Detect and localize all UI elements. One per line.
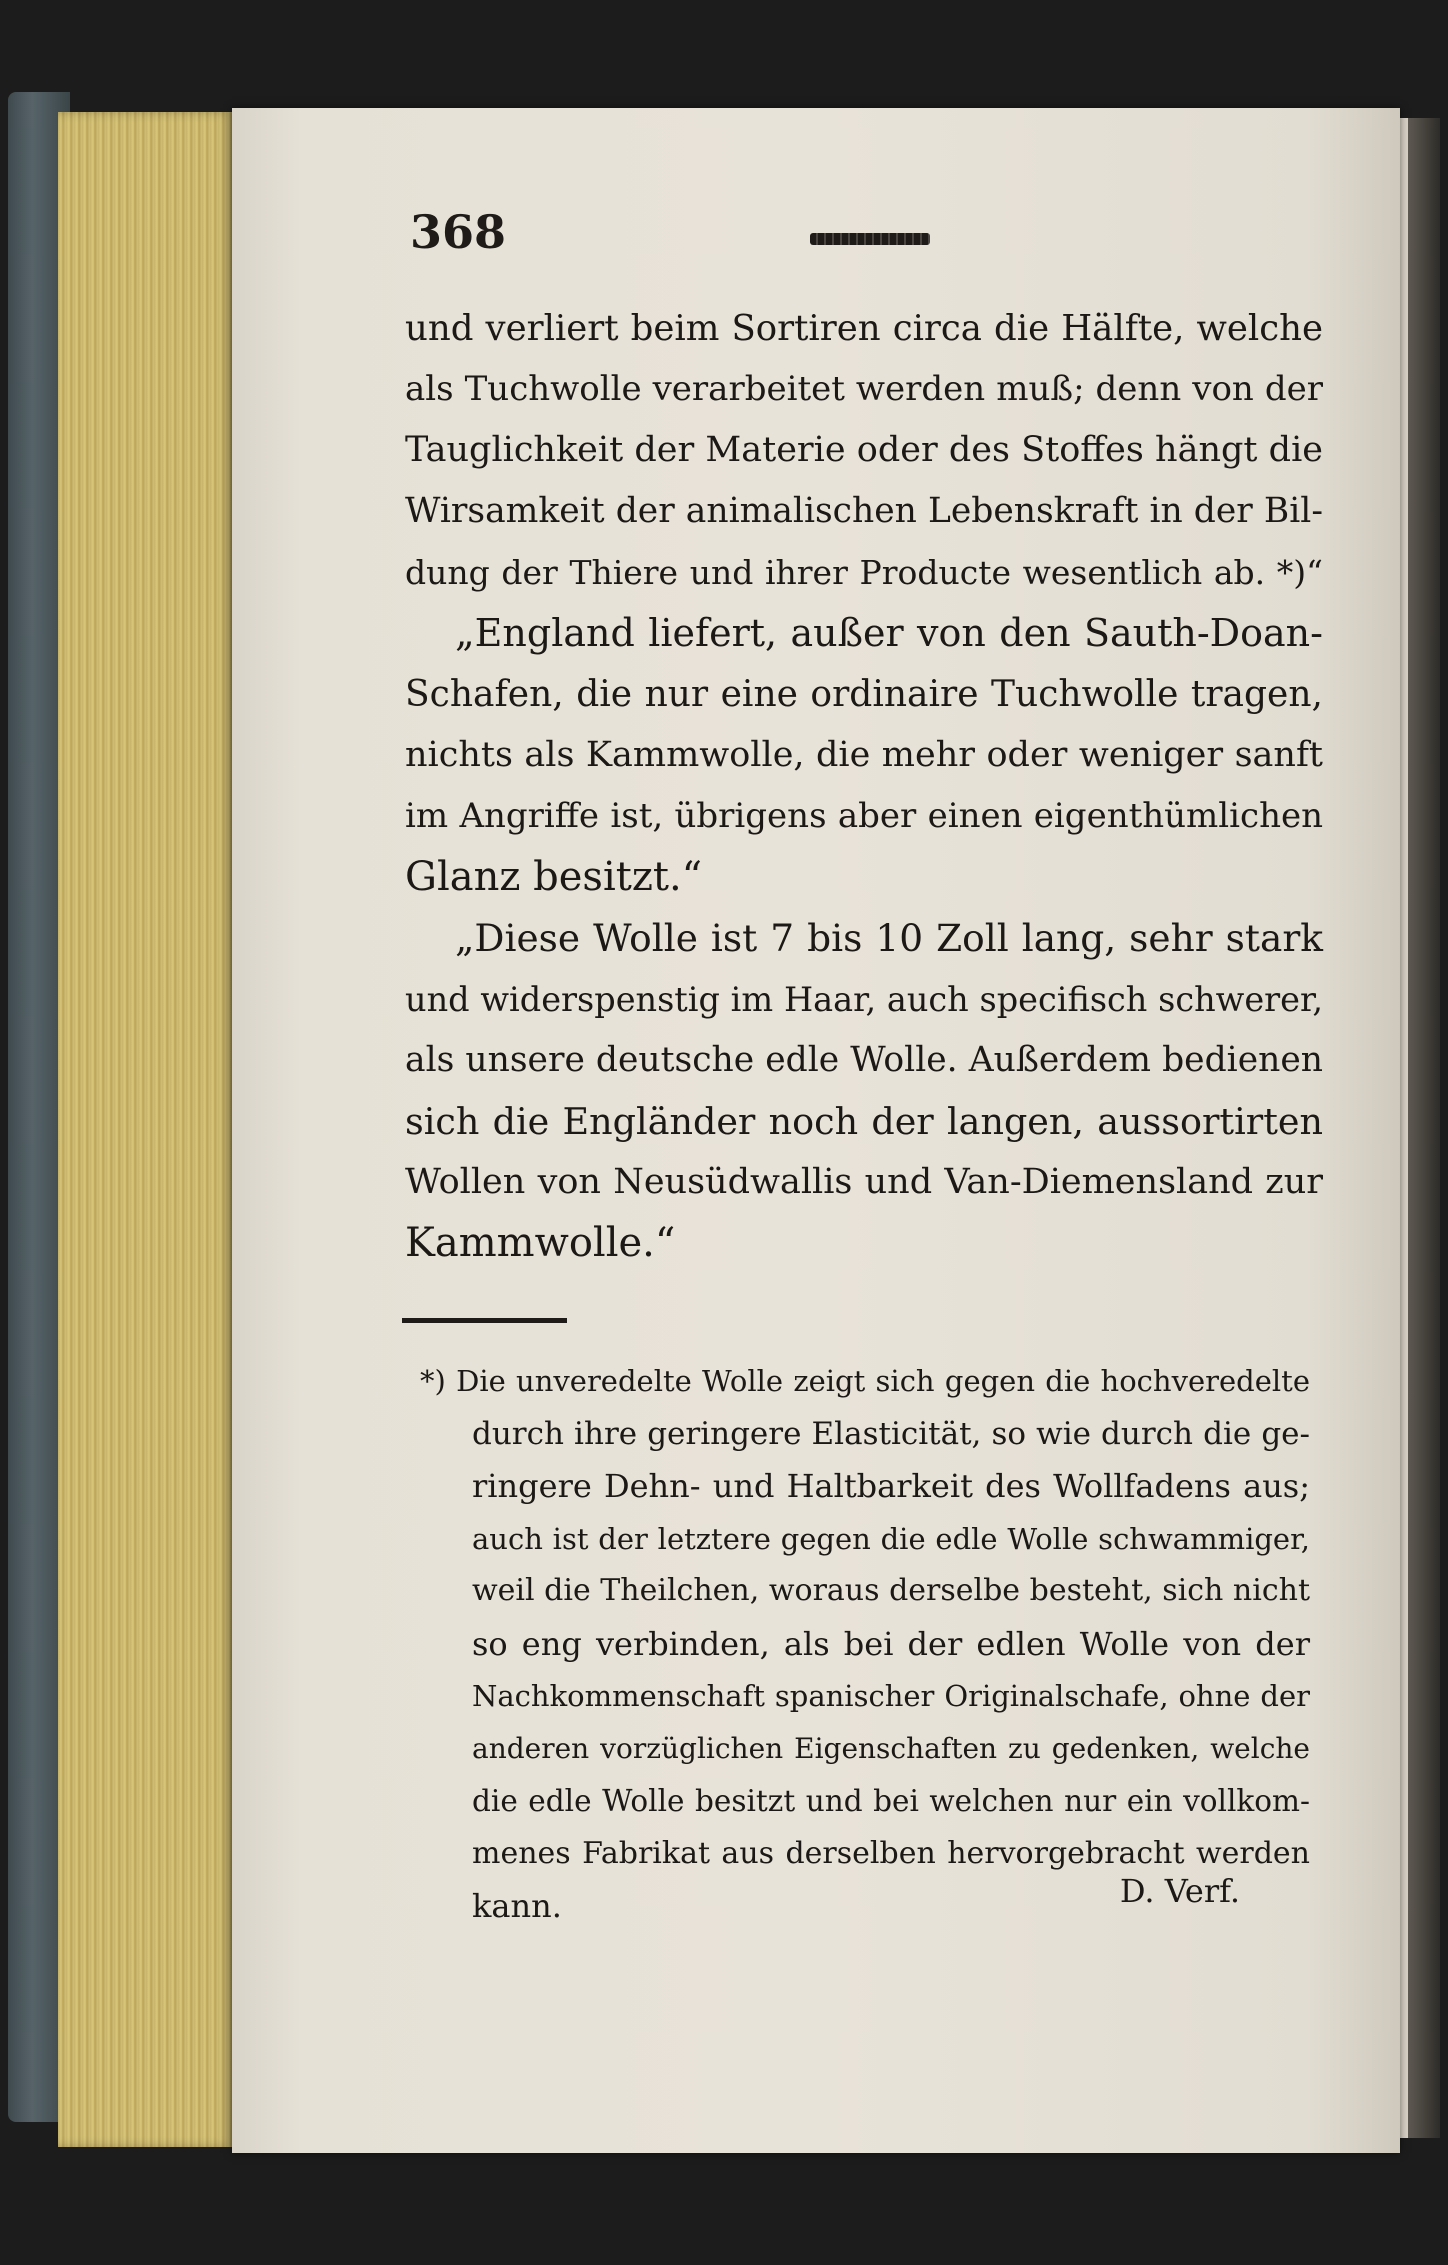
- text-line: als unsere deutsche edle Wolle. Außerdem bedienen: [405, 1040, 1323, 1080]
- main-text: [405, 298, 1323, 1274]
- footnote-line: anderen vorzüglichen Eigenschaften zu gedenken, welche: [472, 1731, 1310, 1765]
- footnote-rule: [402, 1318, 567, 1323]
- footnote-last-row: [420, 1872, 1310, 1933]
- footnote-line: *) Die unveredelte Wolle zeigt sich gegen die hochveredelte: [420, 1364, 1310, 1398]
- text-line: „England liefert, außer von den Sauth-Doan-: [455, 611, 1323, 655]
- footnote-line: ringere Dehn- und Haltbarkeit des Wollfadens aus;: [472, 1467, 1310, 1505]
- footnote-line: Nachkommenschaft spanischer Originalschafe, ohne der: [472, 1679, 1310, 1713]
- text-line: dung der Thiere und ihrer Producte wesentlich ab. *)“: [405, 553, 1323, 592]
- text-line: im Angriffe ist, übrigens aber einen eigenthümlichen: [405, 796, 1323, 836]
- text-line: Glanz besitzt.“: [405, 854, 703, 900]
- page-number: 368: [410, 205, 507, 259]
- footnote-line: durch ihre geringere Elasticität, so wie durch die ge-: [472, 1415, 1310, 1452]
- footnote-line: die edle Wolle besitzt und bei welchen nur ein vollkom-: [472, 1784, 1310, 1818]
- text-line: Wirsamkeit der animalischen Lebenskraft in der Bil-: [405, 491, 1323, 531]
- footnote-line: menes Fabrikat aus derselben hervorgebracht werden: [472, 1835, 1310, 1871]
- text-line: Tauglichkeit der Materie oder des Stoffes hängt die: [405, 430, 1323, 470]
- gilded-page-edges: [58, 112, 233, 2147]
- text-line: „Diese Wolle ist 7 bis 10 Zoll lang, sehr stark: [455, 916, 1323, 960]
- text-line: Wollen von Neusüdwallis und Van-Diemensland zur: [405, 1162, 1323, 1202]
- footnote-line: weil die Theilchen, woraus derselbe besteht, sich nicht: [472, 1573, 1310, 1608]
- footnote-line: auch ist der letztere gegen die edle Wolle schwammiger,: [472, 1521, 1310, 1556]
- text-line: als Tuchwolle verarbeitet werden muß; denn von der: [405, 369, 1323, 409]
- footnote-line: kann.: [472, 1887, 562, 1925]
- header-ornament: [810, 233, 930, 245]
- author-signature: D. Verf.: [1119, 1872, 1240, 1910]
- page-header: [410, 205, 1330, 265]
- text-line: und verliert beim Sortiren circa die Hälfte, welche: [405, 308, 1323, 349]
- text-line: nichts als Kammwolle, die mehr oder weniger sanft: [405, 735, 1323, 775]
- text-line: sich die Engländer noch der langen, aussortirten: [405, 1100, 1323, 1143]
- text-line: Schafen, die nur eine ordinaire Tuchwolle tragen,: [405, 674, 1323, 715]
- footnote-line: so eng verbinden, als bei der edlen Wolle von der: [472, 1624, 1310, 1663]
- text-line: und widerspenstig im Haar, auch specifisch schwerer,: [405, 980, 1323, 1019]
- text-line: Kammwolle.“: [405, 1220, 676, 1266]
- footnote: [420, 1355, 1310, 1933]
- facing-page-sliver: [1400, 118, 1408, 2138]
